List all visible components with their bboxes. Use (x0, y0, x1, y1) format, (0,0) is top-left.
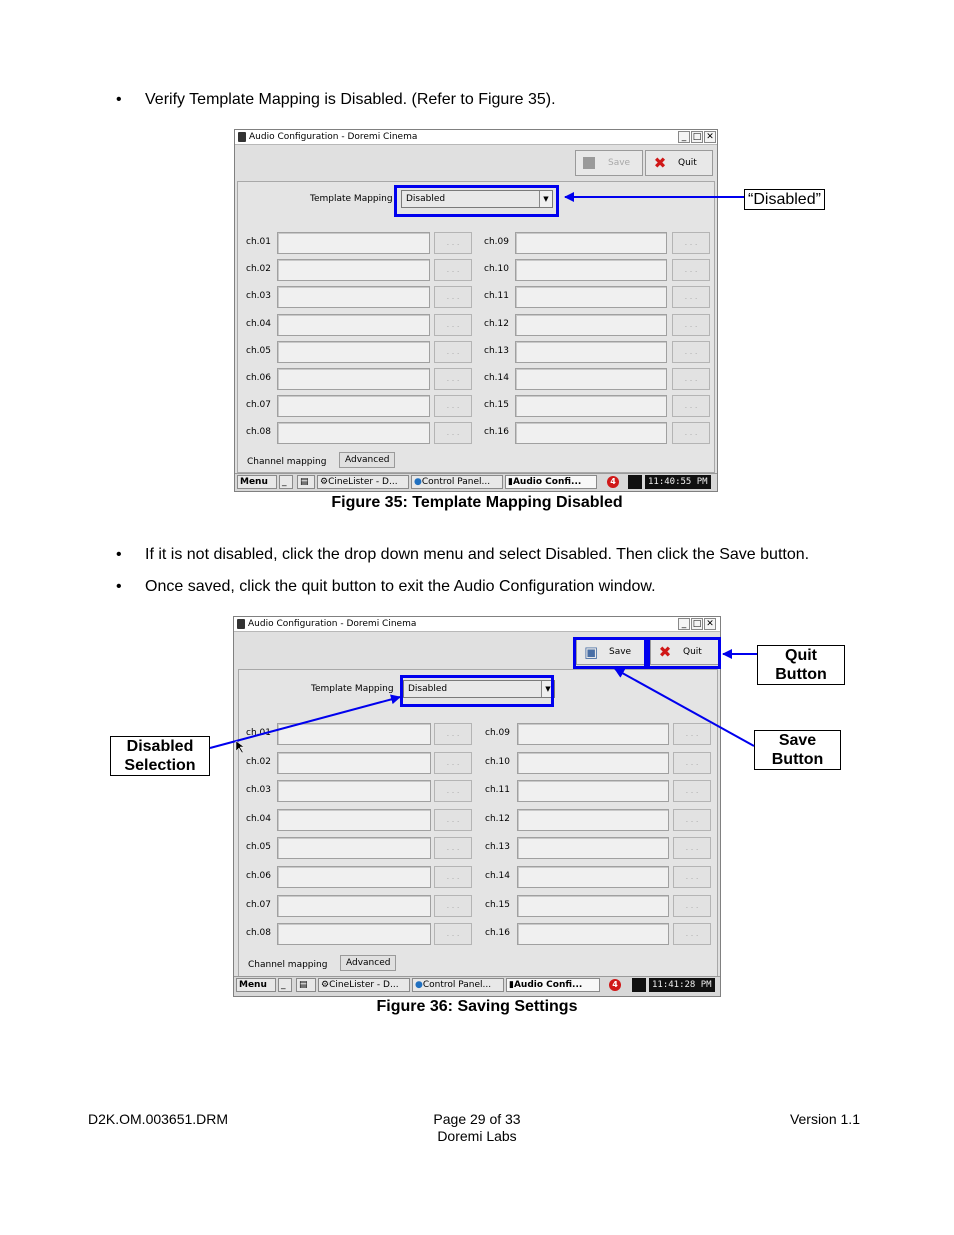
channel-label: ch.07 (246, 400, 271, 410)
callout-line: Button (771, 751, 824, 768)
channel-label: ch.11 (484, 291, 509, 301)
channel-label: ch.10 (485, 757, 510, 767)
mouse-cursor-icon (236, 741, 244, 753)
channel-browse-button[interactable]: . . . (434, 422, 472, 444)
channel-label: ch.16 (484, 427, 509, 437)
channel-browse-button[interactable]: . . . (673, 752, 711, 774)
channel-label: ch.09 (484, 237, 509, 247)
window-title: Audio Configuration - Doremi Cinema (248, 619, 417, 629)
close-button[interactable]: ✕ (704, 618, 716, 630)
channel-label: ch.03 (246, 785, 271, 795)
app-icon: ▮ (508, 477, 513, 487)
channel-browse-button[interactable]: . . . (434, 723, 472, 745)
channel-label: ch.09 (485, 728, 510, 738)
globe-icon: ● (415, 980, 423, 990)
callout-line: Save (778, 732, 817, 749)
channel-browse-button[interactable]: . . . (434, 395, 472, 417)
channel-label: ch.13 (485, 842, 510, 852)
taskbar-label: Control Panel... (422, 980, 492, 990)
show-desktop-button[interactable]: _ (278, 978, 292, 992)
channel-label: ch.06 (246, 373, 271, 383)
template-mapping-value: Disabled (408, 684, 448, 694)
quit-label: Quit (678, 158, 697, 168)
tab-advanced[interactable]: Advanced (340, 955, 396, 971)
channel-browse-button[interactable]: . . . (434, 314, 472, 336)
footer-company: Doremi Labs (437, 1128, 517, 1144)
channel-browse-button[interactable]: . . . (673, 866, 711, 888)
tab-channel-mapping[interactable]: Channel mapping (248, 960, 328, 970)
close-button[interactable]: ✕ (704, 131, 716, 143)
channel-label: ch.04 (246, 814, 271, 824)
callout-line: Button (775, 666, 827, 683)
channel-browse-button[interactable]: . . . (434, 809, 472, 831)
channel-browse-button[interactable]: . . . (434, 923, 472, 945)
maximize-button[interactable]: □ (692, 132, 702, 142)
channel-label: ch.13 (484, 346, 509, 356)
footer-doc-id: D2K.OM.003651.DRM (88, 1111, 229, 1127)
channel-browse-button[interactable]: . . . (672, 259, 710, 281)
channel-label: ch.05 (246, 842, 271, 852)
minimize-button[interactable]: _ (678, 131, 690, 143)
bullet-symbol: • (116, 546, 122, 563)
template-mapping-label: Template Mapping (311, 684, 394, 694)
tab-channel-mapping[interactable]: Channel mapping (247, 457, 327, 467)
channel-browse-button[interactable]: . . . (434, 341, 472, 363)
channel-label: ch.07 (246, 900, 271, 910)
chevron-down-icon: ▼ (541, 681, 554, 697)
tab-advanced[interactable]: Advanced (339, 452, 395, 468)
channel-browse-button[interactable]: . . . (434, 232, 472, 254)
floppy-icon: ▣ (584, 643, 599, 661)
bullet-text-verify: Verify Template Mapping is Disabled. (Refer to Figure 35). (145, 91, 556, 108)
taskbar-label: CineLister - D... (329, 980, 399, 990)
footer-page-number: Page 29 of 33 (433, 1111, 521, 1127)
save-label: Save (608, 158, 631, 168)
channel-browse-button[interactable]: . . . (434, 259, 472, 281)
taskbar-label: Audio Confi... (512, 477, 582, 487)
footer-version: Version 1.1 (789, 1111, 860, 1127)
channel-label: ch.11 (485, 785, 510, 795)
channel-label: ch.16 (485, 928, 510, 938)
clock: 11:40:55 PM (645, 475, 711, 489)
taskbar-label: Control Panel... (421, 477, 491, 487)
bullet-symbol: • (116, 578, 122, 595)
channel-browse-button[interactable]: . . . (434, 895, 472, 917)
channel-browse-button[interactable]: . . . (672, 286, 710, 308)
channel-label: ch.15 (484, 400, 509, 410)
channel-label: ch.14 (484, 373, 509, 383)
channel-label: ch.12 (485, 814, 510, 824)
channel-browse-button[interactable]: . . . (672, 368, 710, 390)
channel-label: ch.01 (246, 237, 271, 247)
callout-line: Disabled (126, 738, 194, 755)
channel-label: ch.04 (246, 319, 271, 329)
callout-line: Quit (785, 647, 817, 664)
channel-label: ch.14 (485, 871, 510, 881)
channel-label: ch.12 (484, 319, 509, 329)
channel-label: ch.02 (246, 757, 271, 767)
channel-browse-button[interactable]: . . . (434, 752, 472, 774)
bullet-symbol: • (116, 91, 122, 108)
channel-label: ch.01 (246, 728, 271, 738)
figure-35-caption: Figure 35: Template Mapping Disabled (331, 494, 623, 511)
figure-36-caption: Figure 36: Saving Settings (376, 998, 578, 1015)
channel-label: ch.03 (246, 291, 271, 301)
clock: 11:41:28 PM (649, 978, 715, 992)
channel-browse-button[interactable]: . . . (673, 923, 711, 945)
channel-browse-button[interactable]: . . . (672, 314, 710, 336)
channel-label: ch.02 (246, 264, 271, 274)
taskbar-label: CineLister - D... (328, 477, 398, 487)
callout-disabled-value: “Disabled” (744, 189, 825, 210)
channel-browse-button[interactable]: . . . (672, 395, 710, 417)
channel-browse-button[interactable]: . . . (434, 286, 472, 308)
menu-button[interactable]: Menu (236, 978, 276, 992)
x-icon: ✖ (653, 154, 667, 172)
chevron-down-icon: ▼ (539, 191, 552, 207)
bullet-text-select-disabled: If it is not disabled, click the drop down menu and select Disabled. Then click the Save button. (145, 546, 810, 563)
maximize-button[interactable]: □ (692, 619, 702, 629)
save-label: Save (609, 647, 632, 657)
app-icon: ▮ (509, 980, 514, 990)
channel-browse-button[interactable]: . . . (673, 809, 711, 831)
template-mapping-value: Disabled (406, 194, 446, 204)
channel-browse-button[interactable]: . . . (672, 422, 710, 444)
keyboard-icon[interactable]: ▤ (296, 978, 316, 992)
channel-browse-button[interactable]: . . . (673, 723, 711, 745)
channel-browse-button[interactable]: . . . (434, 780, 472, 802)
gear-icon: ⚙ (321, 980, 330, 990)
bullet-text-quit: Once saved, click the quit button to exit the Audio Configuration window. (145, 578, 656, 595)
channel-browse-button[interactable]: . . . (672, 341, 710, 363)
channel-browse-button[interactable]: . . . (434, 368, 472, 390)
quit-label: Quit (683, 647, 702, 657)
channel-label: ch.15 (485, 900, 510, 910)
arrow-disabled-selection (210, 697, 400, 748)
taskbar-label: Audio Confi... (513, 980, 583, 990)
channel-label: ch.08 (246, 928, 271, 938)
channel-browse-button[interactable]: . . . (434, 837, 472, 859)
channel-browse-button[interactable]: . . . (673, 837, 711, 859)
arrow-save-button (615, 669, 754, 746)
menu-button[interactable]: Menu (237, 475, 277, 489)
keyboard-icon[interactable]: ▤ (297, 475, 315, 489)
channel-label: ch.10 (484, 264, 509, 274)
template-mapping-label: Template Mapping (310, 194, 393, 204)
notification-badge[interactable]: 4 (609, 979, 621, 991)
channel-label: ch.08 (246, 427, 271, 437)
gear-icon: ⚙ (320, 477, 329, 487)
channel-label: ch.06 (246, 871, 271, 881)
channel-browse-button[interactable]: . . . (434, 866, 472, 888)
notification-badge[interactable]: 4 (607, 476, 619, 488)
channel-browse-button[interactable]: . . . (673, 895, 711, 917)
channel-label: ch.05 (246, 346, 271, 356)
window-title: Audio Configuration - Doremi Cinema (249, 132, 418, 142)
show-desktop-button[interactable]: _ (279, 475, 293, 489)
minimize-button[interactable]: _ (678, 618, 690, 630)
globe-icon: ● (414, 477, 422, 487)
callout-line: Selection (124, 757, 196, 774)
channel-browse-button[interactable]: . . . (673, 780, 711, 802)
channel-browse-button[interactable]: . . . (672, 232, 710, 254)
x-icon: ✖ (658, 643, 672, 661)
